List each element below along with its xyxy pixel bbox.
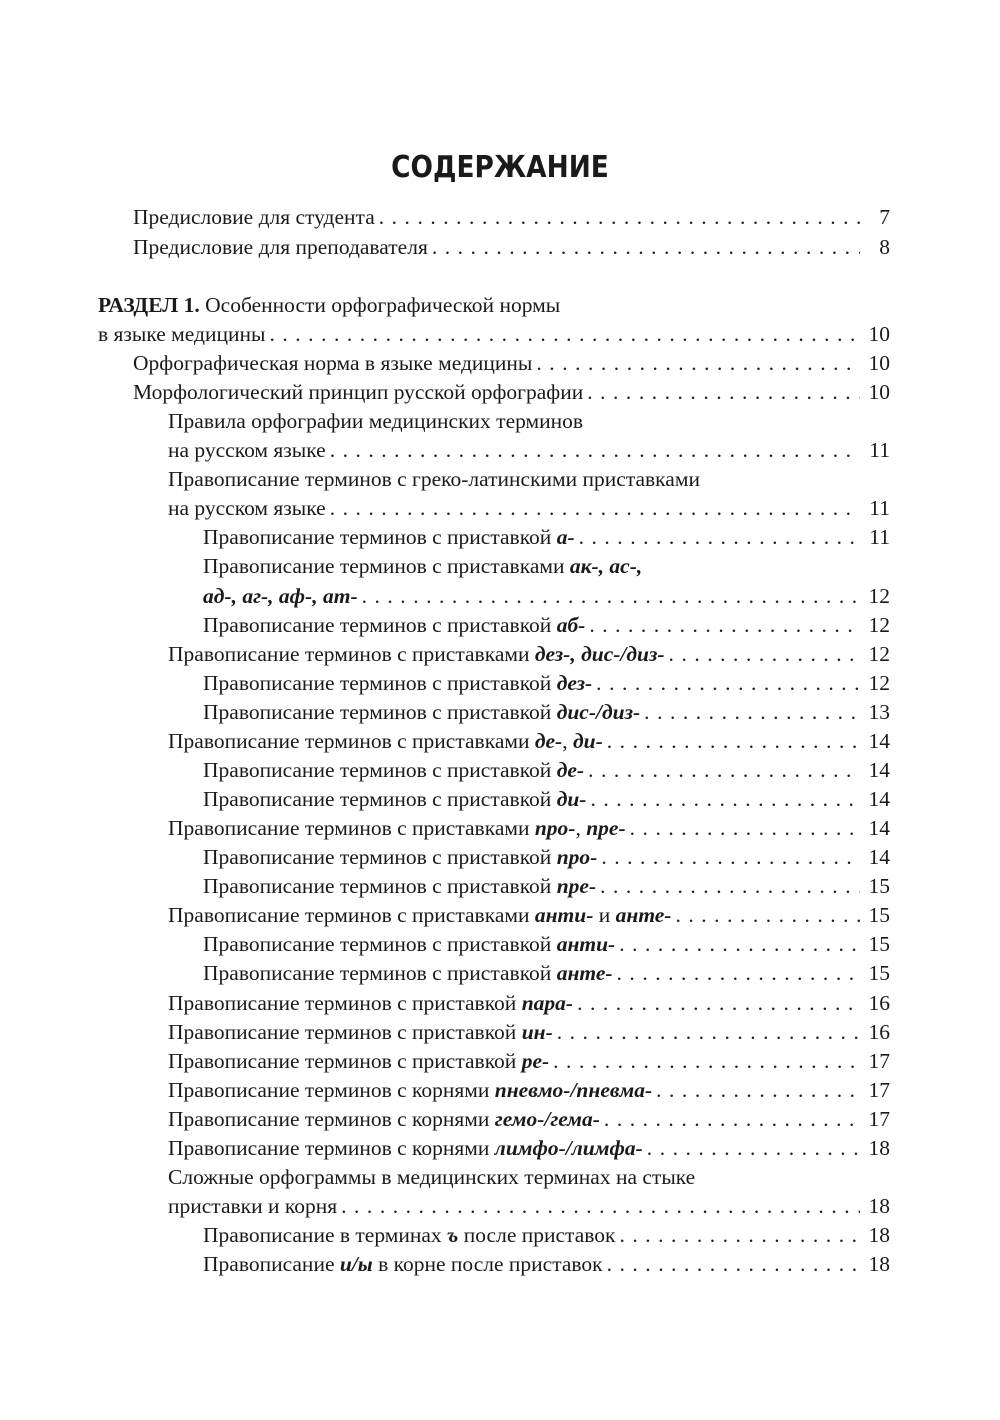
page-number: 11: [869, 525, 890, 549]
page-number: 18: [868, 1136, 890, 1160]
toc-entry[interactable]: Правописание терминов с приставкой пара- . . . 16: [168, 989, 890, 1018]
toc-entry[interactable]: Правописание терминов с приставками де-, ди- . . . 14: [168, 727, 890, 756]
page-number: 14: [868, 787, 890, 811]
toc-entry[interactable]: Правописание в терминах ъ после приставок . . . 18: [203, 1221, 890, 1250]
toc-entry[interactable]: Правописание терминов с приставкой дез- . . . 12: [203, 669, 890, 698]
page-number: 10: [868, 380, 890, 404]
dot-leader: [640, 698, 860, 727]
dot-leader: [326, 494, 860, 523]
dot-leader: [652, 1076, 860, 1105]
page-number: 15: [868, 932, 890, 956]
dot-leader: [592, 669, 860, 698]
toc-entry[interactable]: Орфографическая норма в языке медицины . . . 10: [133, 349, 890, 378]
page-number: 10: [868, 322, 890, 346]
dot-leader: [643, 1134, 860, 1163]
page-number: 14: [868, 758, 890, 782]
page-number: 12: [868, 613, 890, 637]
page-number: 18: [868, 1194, 890, 1218]
toc-entry[interactable]: Правописание терминов с приставками анти- и анте- . . . 15: [168, 901, 890, 930]
dot-leader: [597, 843, 860, 872]
page-number: 15: [868, 874, 890, 898]
toc-entry[interactable]: ад-, аг-, аф-, ат- . . . 12: [203, 582, 890, 611]
page-number: 8: [879, 235, 890, 259]
dot-leader: [603, 727, 860, 756]
page-number: 12: [868, 671, 890, 695]
dot-leader: [600, 1105, 860, 1134]
toc-entry[interactable]: Правописание терминов с приставками дез-, дис-/диз- . . . 12: [168, 640, 890, 669]
toc-entry[interactable]: Правописание терминов с приставкой а- . . . 11: [203, 523, 890, 552]
page-number: 10: [868, 351, 890, 375]
section-heading: РАЗДЕЛ 1. Особенности орфографической нормы: [98, 293, 561, 317]
section-label: РАЗДЕЛ 1.: [98, 293, 200, 317]
toc-entry[interactable]: в языке медицины . . . 10: [98, 320, 890, 349]
toc-entry[interactable]: Правописание терминов с корнями пневмо-/пневма- . . . 17: [168, 1076, 890, 1105]
toc-entry[interactable]: Правописание терминов с приставкой ин- . . . 16: [168, 1018, 890, 1047]
dot-leader: [428, 233, 860, 262]
dot-leader: [549, 1047, 860, 1076]
page-number: 11: [869, 438, 890, 462]
page-number: 15: [868, 903, 890, 927]
dot-leader: [553, 1018, 860, 1047]
toc-entry[interactable]: Правописание и/ы в корне после приставок . . . 18: [203, 1250, 890, 1279]
dot-leader: [375, 203, 860, 232]
page-number: 18: [868, 1252, 890, 1276]
page-number: 14: [868, 816, 890, 840]
toc-entry[interactable]: Правописание терминов с приставкой анте- . . . 15: [203, 959, 890, 988]
toc-entry[interactable]: Правописание терминов с приставкой ре- . . . 17: [168, 1047, 890, 1076]
toc-entry[interactable]: Правописание терминов с приставкой ди- . . . 14: [203, 785, 890, 814]
dot-leader: [584, 756, 860, 785]
page-number: 14: [868, 729, 890, 753]
toc-entry[interactable]: приставки и корня . . . 18: [168, 1192, 890, 1221]
page-number: 14: [868, 845, 890, 869]
dot-leader: [583, 378, 860, 407]
toc-entry[interactable]: Правописание терминов с приставкой пре- . . . 15: [203, 872, 890, 901]
dot-leader: [665, 640, 860, 669]
page-number: 11: [869, 496, 890, 520]
dot-leader: [626, 814, 860, 843]
dot-leader: [573, 989, 860, 1018]
dot-leader: [586, 785, 860, 814]
page-number: 17: [868, 1107, 890, 1131]
dot-leader: [596, 872, 860, 901]
toc-entry[interactable]: Предисловие для преподавателя . . . 8: [133, 233, 890, 262]
page-number: 13: [868, 700, 890, 724]
toc-entry[interactable]: Правописание терминов с приставкой де- . . . 14: [203, 756, 890, 785]
toc-entry[interactable]: Правописание терминов с корнями гемо-/гема- . . . 17: [168, 1105, 890, 1134]
toc-entry[interactable]: на русском языке . . . 11: [168, 494, 890, 523]
page-number: 12: [868, 642, 890, 666]
toc-entry[interactable]: Морфологический принцип русской орфографии . . . 10: [133, 378, 890, 407]
page-number: 15: [868, 961, 890, 985]
page-title: СОДЕРЖАНИЕ: [391, 150, 609, 185]
dot-leader: [615, 1221, 860, 1250]
page-number: 16: [868, 1020, 890, 1044]
page-number: 18: [868, 1223, 890, 1247]
dot-leader: [615, 930, 860, 959]
dot-leader: [358, 582, 860, 611]
dot-leader: [265, 320, 860, 349]
toc-entry-line: Правила орфографии медицинских терминов: [168, 409, 584, 433]
toc-entry[interactable]: Правописание терминов с приставкой аб- . . . 12: [203, 611, 890, 640]
page-number: 12: [868, 584, 890, 608]
toc-entry[interactable]: Правописание терминов с приставками про-, пре- . . . 14: [168, 814, 890, 843]
page-number: 17: [868, 1049, 890, 1073]
toc-entry-line: Правописание терминов с приставками ак-, ас-,: [203, 554, 643, 578]
toc-entry-line: Сложные орфограммы в медицинских терминах на стыке: [168, 1165, 696, 1189]
toc-entry[interactable]: Правописание терминов с приставкой дис-/диз- . . . 13: [203, 698, 890, 727]
dot-leader: [603, 1250, 860, 1279]
dot-leader: [532, 349, 860, 378]
dot-leader: [337, 1192, 860, 1221]
dot-leader: [575, 523, 860, 552]
dot-leader: [613, 959, 860, 988]
page-number: 7: [879, 205, 890, 229]
toc-entry[interactable]: Правописание терминов с приставкой анти- . . . 15: [203, 930, 890, 959]
page-number: 16: [868, 991, 890, 1015]
toc-entry[interactable]: Правописание терминов с корнями лимфо-/лимфа- . . . 18: [168, 1134, 890, 1163]
dot-leader: [671, 901, 860, 930]
toc-entry[interactable]: на русском языке . . . 11: [168, 436, 890, 465]
dot-leader: [585, 611, 860, 640]
page-number: 17: [868, 1078, 890, 1102]
toc-entry-line: Правописание терминов с греко-латинскими приставками: [168, 467, 700, 491]
dot-leader: [326, 436, 860, 465]
toc-entry[interactable]: Предисловие для студента . . . 7: [133, 203, 890, 232]
toc-entry[interactable]: Правописание терминов с приставкой про- . . . 14: [203, 843, 890, 872]
